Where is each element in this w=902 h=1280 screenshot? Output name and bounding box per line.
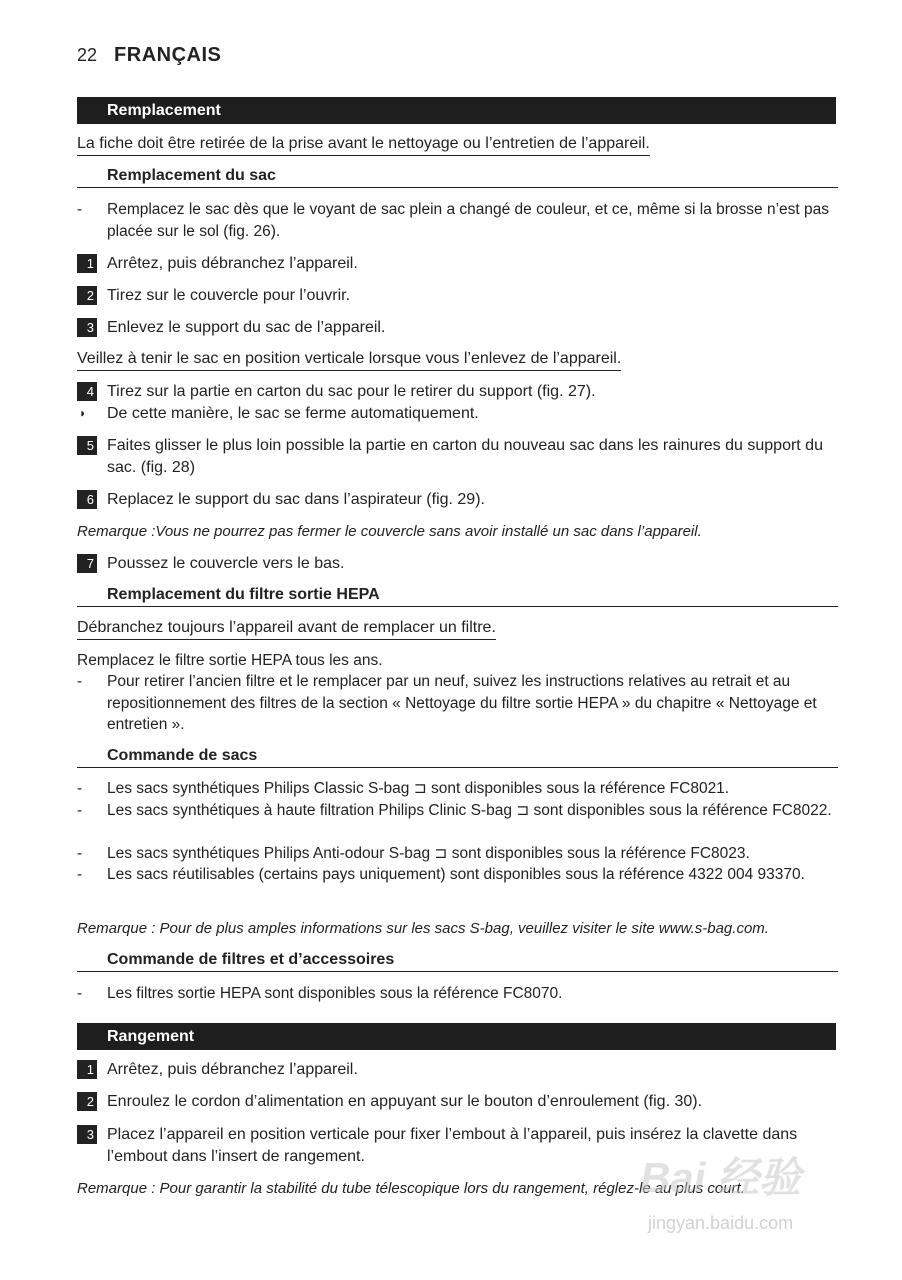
step-number-badge: 3 [77,1125,97,1144]
note-sbag-site: Remarque : Pour de plus amples informations sur les sacs S-bag, veuillez visiter le site www.s-bag.com. [77,920,769,937]
subheading-filters-order: Commande de filtres et d’accessoires [77,950,838,972]
subheading-bag-order: Commande de sacs [77,746,838,768]
step-item: 4 Tirez sur la partie en carton du sac pour le retirer du support (fig. 27). [77,381,837,403]
step-number-badge: 3 [77,318,97,337]
dash-marker: - [77,780,83,797]
watermark-url: jingyan.baidu.com [648,1213,794,1233]
step-number-badge: 6 [77,490,97,509]
step-number-badge: 4 [77,382,97,401]
step-item: 3 Enlevez le support du sac de l’appareil. [77,317,837,339]
step-item: 7 Poussez le couvercle vers le bas. [77,553,837,575]
list-item: - Les sacs synthétiques Philips Classic S-bag ⊐ sont disponibles sous la référence FC8021. [77,778,837,800]
list-item: - Remplacez le sac dès que le voyant de sac plein a changé de couleur, et ce, même si la brosse n’est pas placée sur le sol (fig. 26). [77,201,830,240]
warning-unplug-filter: Débranchez toujours l’appareil avant de remplacer un filtre. [77,618,496,640]
result-item: ◗ De cette manière, le sac se ferme automatiquement. [77,403,837,425]
note-telescopic-tube: Remarque : Pour garantir la stabilité du tube télescopique lors du rangement, réglez-le au plus court. [77,1180,745,1197]
list-item: - Pour retirer l’ancien filtre et le remplacer par un neuf, suivez les instructions relatives au retrait et au repositionnement des filtres de la section « Nettoyage du filtre sortie HEPA » du chapitre « Nettoyage et entretien ». [77,673,817,733]
language-title: FRANÇAIS [114,44,222,66]
list-item: - Les sacs synthétiques à haute filtration Philips Clinic S-bag ⊐ sont disponibles sous la référence FC8022. [77,800,837,822]
list-item: - Les sacs réutilisables (certains pays uniquement) sont disponibles sous la référence 4322 004 93370. [77,864,837,886]
subheading-hepa-replacement: Remplacement du filtre sortie HEPA [77,585,838,607]
warning-unplug: La fiche doit être retirée de la prise avant le nettoyage ou l’entretien de l’appareil. [77,134,650,156]
dash-marker: - [77,802,83,819]
baidu-watermark [640,1145,890,1245]
list-item: - Les filtres sortie HEPA sont disponibles sous la référence FC8070. [77,983,837,1005]
warning-vertical-bag: Veillez à tenir le sac en position verticale lorsque vous l’enlevez de l’appareil. [77,349,621,371]
step-number-badge: 1 [77,1060,97,1079]
step-number-badge: 1 [77,254,97,273]
dash-marker: - [77,845,83,862]
section-bar-storage: Rangement [77,1023,836,1050]
step-item: 1 Arrêtez, puis débranchez l’appareil. [77,1059,837,1081]
subheading-bag-replacement: Remplacement du sac [77,166,838,188]
step-number-badge: 5 [77,436,97,455]
note-lid: Remarque :Vous ne pourrez pas fermer le couvercle sans avoir installé un sac dans l’appareil. [77,523,702,540]
list-item: - Les sacs synthétiques Philips Anti-odour S-bag ⊐ sont disponibles sous la référence FC8023. [77,843,837,865]
hepa-yearly-text: Remplacez le filtre sortie HEPA tous les ans. [77,652,383,669]
step-item: 2 Tirez sur le couvercle pour l’ouvrir. [77,285,837,307]
section-bar-replacement: Remplacement [77,97,836,124]
result-arrow-icon: ◗ [79,406,87,420]
dash-marker: - [77,866,83,883]
dash-marker: - [77,673,83,690]
step-number-badge: 7 [77,554,97,573]
step-number-badge: 2 [77,1092,97,1111]
step-item: 6 Replacez le support du sac dans l’aspirateur (fig. 29). [77,489,837,511]
page-header [77,44,221,67]
watermark-logo: Bai 经验 [640,1154,802,1201]
step-item: 1 Arrêtez, puis débranchez l’appareil. [77,253,837,275]
step-number-badge: 2 [77,286,97,305]
dash-marker: - [77,985,83,1002]
step-item: 2 Enroulez le cordon d’alimentation en appuyant sur le bouton d’enroulement (fig. 30). [77,1091,837,1113]
step-item: 3 Placez l’appareil en position verticale pour fixer l’embout à l’appareil, puis insérez la clavette dans l’embout dans l’insert de rangement. [77,1124,837,1167]
step-item: 5 Faites glisser le plus loin possible la partie en carton du nouveau sac dans les rainures du support du sac. (fig. 28) [77,435,837,478]
dash-marker: - [77,201,83,218]
page-number: 22 [77,45,98,65]
